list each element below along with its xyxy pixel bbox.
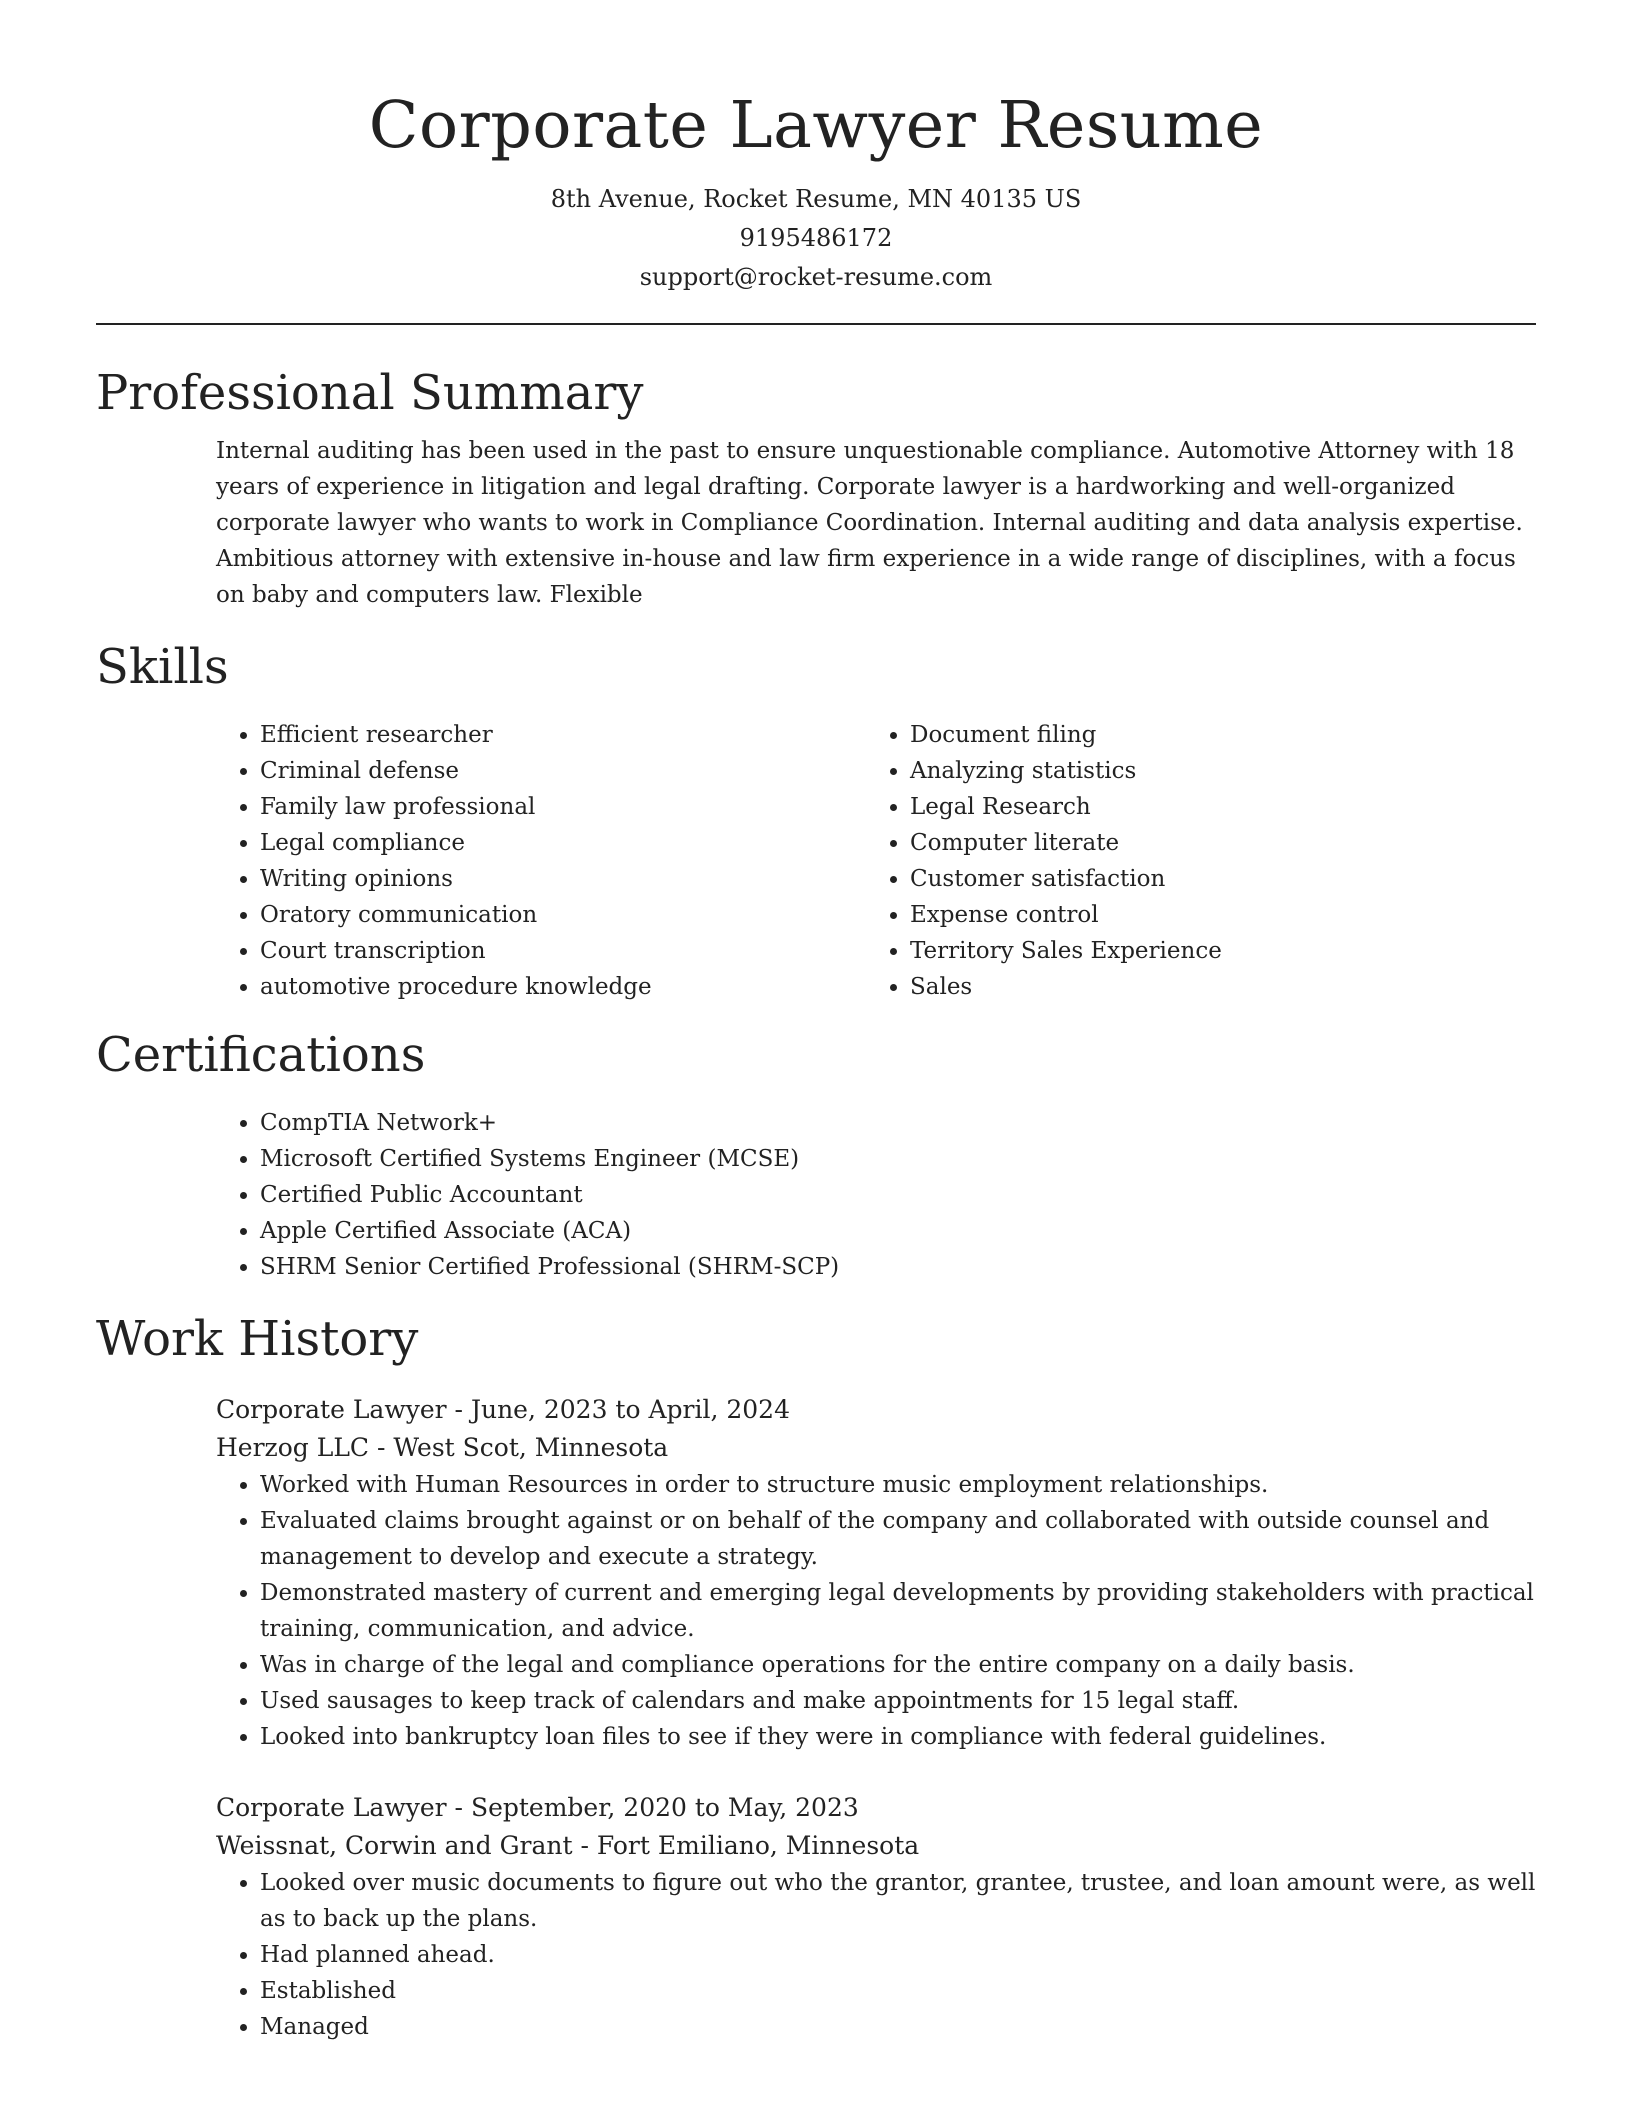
list-item: • Managed: [260, 2009, 1536, 2045]
list-item: • Evaluated claims brought against or on behalf of the company and collaborated with outside counsel and management to develop and execute a strategy.: [260, 1503, 1536, 1575]
summary-text: Internal auditing has been used in the past to ensure unquestionable compliance. Automotive Attorney with 18 years of experience in litigation and legal drafting. Corporate lawyer is a hardworking and well-organized corporate lawyer who wants to work in Compliance Coordination. Internal auditing and data analysis expertise. Ambitious attorney with extensive in-house and law firm experience in a wide range of disciplines, with a focus on baby and computers law. Flexible: [216, 438, 1523, 608]
list-item: • Microsoft Certified Systems Engineer (MCSE): [260, 1141, 1536, 1177]
job-company-line: Weissnat, Corwin and Grant - Fort Emiliano, Minnesota: [216, 1831, 920, 1860]
skills-column-right: [866, 717, 1516, 1005]
list-item: • CompTIA Network+: [260, 1105, 1536, 1141]
list-item: • Document filing: [910, 717, 1516, 753]
list-item: • Established: [260, 1973, 1536, 2009]
certifications-heading: Certifications: [96, 1027, 426, 1083]
skills-heading: Skills: [96, 639, 229, 695]
list-item: • Efficient researcher: [260, 717, 866, 753]
list-item: • Criminal defense: [260, 753, 866, 789]
header-divider: [96, 323, 1536, 325]
list-item: • Used sausages to keep track of calendars and make appointments for 15 legal staff.: [260, 1683, 1536, 1719]
list-item: • Worked with Human Resources in order to structure music employment relationships.: [260, 1467, 1536, 1503]
job-company-line: Herzog LLC - West Scot, Minnesota: [216, 1433, 669, 1462]
resume-header: [96, 0, 1536, 297]
list-item: • Looked over music documents to figure out who the grantor, grantee, trustee, and loan amount were, as well as to back up the plans.: [260, 1865, 1536, 1937]
contact-address: 8th Avenue, Rocket Resume, MN 40135 US: [550, 185, 1082, 213]
list-item: • Family law professional: [260, 789, 866, 825]
list-item: • Legal compliance: [260, 825, 866, 861]
list-item: • Territory Sales Experience: [910, 933, 1516, 969]
list-item: • Computer literate: [910, 825, 1516, 861]
list-item: • Had planned ahead.: [260, 1937, 1536, 1973]
summary-heading: Professional Summary: [96, 365, 644, 421]
skills-list: [216, 717, 1536, 1005]
contact-info: [96, 180, 1536, 297]
job-entry: [216, 1789, 1536, 2045]
list-item: • Analyzing statistics: [910, 753, 1516, 789]
list-item: • Expense control: [910, 897, 1516, 933]
contact-phone: 9195486172: [739, 224, 893, 252]
job-title-line: Corporate Lawyer - September, 2020 to May, 2023: [216, 1793, 859, 1822]
list-item: • Sales: [910, 969, 1516, 1005]
job-title-line: Corporate Lawyer - June, 2023 to April, 2024: [216, 1395, 790, 1424]
skills-column-left: [216, 717, 866, 1005]
page-title: Corporate Lawyer Resume: [368, 88, 1264, 163]
list-item: • Writing opinions: [260, 861, 866, 897]
list-item: • Demonstrated mastery of current and emerging legal developments by providing stakeholders with practical training, communication, and advice.: [260, 1575, 1536, 1647]
list-item: • Court transcription: [260, 933, 866, 969]
certifications-list: [216, 1105, 1536, 1285]
list-item: • SHRM Senior Certified Professional (SHRM-SCP): [260, 1249, 1536, 1285]
list-item: • Was in charge of the legal and compliance operations for the entire company on a daily basis.: [260, 1647, 1536, 1683]
contact-email: support@rocket-resume.com: [639, 263, 993, 291]
job-entry: [216, 1391, 1536, 1755]
job-duties-list: [216, 1467, 1536, 1755]
work-history-heading: Work History: [96, 1311, 419, 1367]
list-item: • Customer satisfaction: [910, 861, 1516, 897]
job-duties-list: [216, 1865, 1536, 2045]
list-item: • Apple Certified Associate (ACA): [260, 1213, 1536, 1249]
list-item: • Oratory communication: [260, 897, 866, 933]
list-item: • Looked into bankruptcy loan files to see if they were in compliance with federal guidelines.: [260, 1719, 1536, 1755]
list-item: • automotive procedure knowledge: [260, 969, 866, 1005]
list-item: • Legal Research: [910, 789, 1516, 825]
resume-page: [96, 0, 1536, 2045]
list-item: • Certified Public Accountant: [260, 1177, 1536, 1213]
